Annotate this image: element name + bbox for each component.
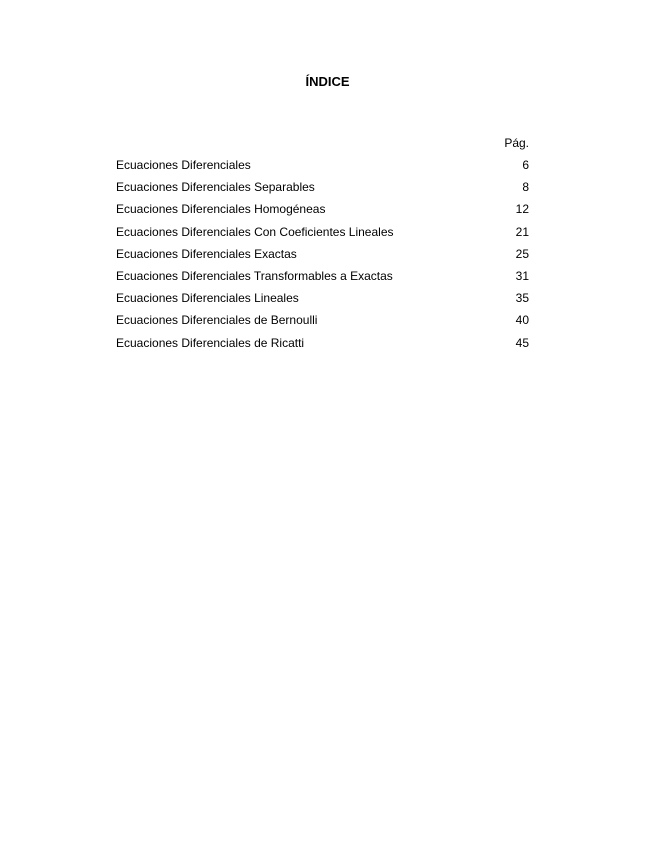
toc-entry-page: 35 <box>515 291 529 306</box>
toc-entry-label: Ecuaciones Diferenciales Exactas <box>116 246 297 261</box>
toc-entry <box>116 289 529 311</box>
toc-entry-page: 6 <box>522 158 529 172</box>
toc-entry-page: 12 <box>515 202 529 217</box>
toc-entry-page: 8 <box>522 180 529 195</box>
toc-entry <box>116 156 529 178</box>
toc-entry <box>116 245 529 267</box>
toc-entry-label: Ecuaciones Diferenciales de Ricatti <box>116 335 305 350</box>
toc-entry-page: 21 <box>515 224 529 239</box>
toc-entry-page: 31 <box>515 268 529 283</box>
toc-entry <box>116 267 529 289</box>
toc-entry-label: Ecuaciones Diferenciales Transformables a Exactas <box>116 268 393 283</box>
toc-entry-label: Ecuaciones Diferenciales Homogéneas <box>116 202 326 217</box>
toc-list <box>116 156 529 356</box>
toc-entry-page: 45 <box>515 335 529 350</box>
page-column-header: Pág. <box>504 136 529 150</box>
toc-entry <box>116 334 529 356</box>
toc-entry-label: Ecuaciones Diferenciales de Bernoulli <box>116 313 318 328</box>
page-title: ÍNDICE <box>305 74 350 89</box>
toc-entry <box>116 178 529 200</box>
toc-entry-label: Ecuaciones Diferenciales Separables <box>116 180 315 195</box>
toc-entry <box>116 200 529 222</box>
toc-entry-page: 40 <box>515 313 529 328</box>
toc-entry <box>116 311 529 333</box>
toc-entry-label: Ecuaciones Diferenciales Lineales <box>116 291 299 306</box>
toc-entry-label: Ecuaciones Diferenciales <box>116 158 251 172</box>
toc-entry <box>116 223 529 245</box>
table-of-contents <box>116 134 529 356</box>
toc-entry-page: 25 <box>515 246 529 261</box>
toc-entry-label: Ecuaciones Diferenciales Con Coeficientes Lineales <box>116 224 394 239</box>
